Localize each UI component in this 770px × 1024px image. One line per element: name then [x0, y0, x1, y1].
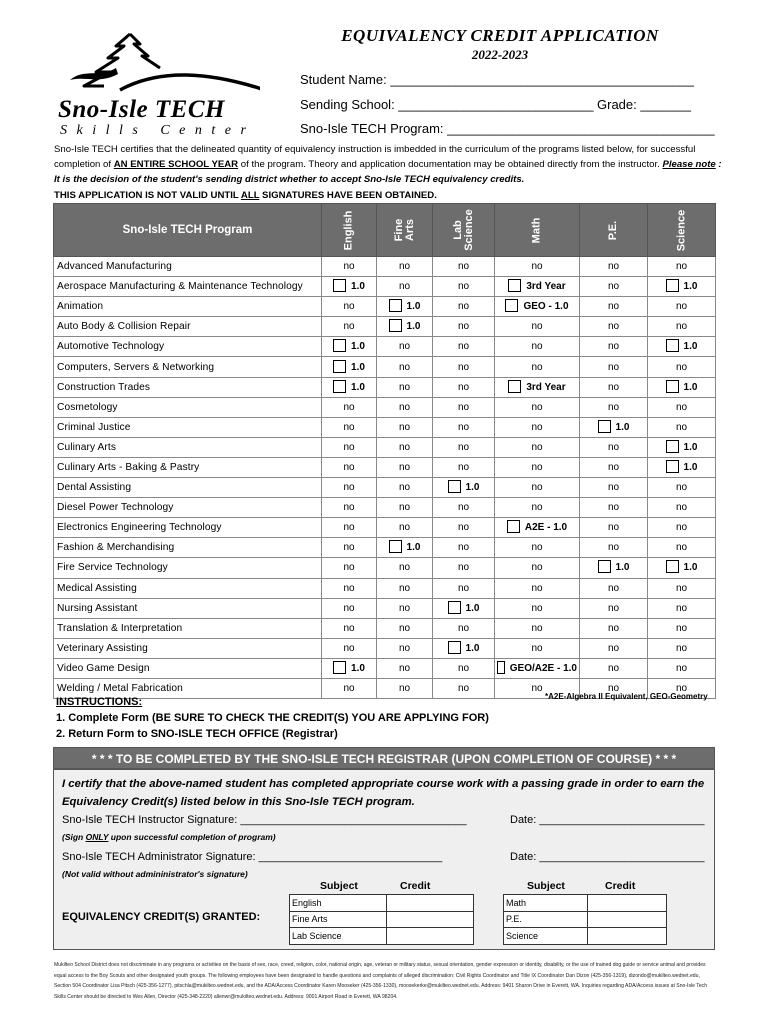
- credit-value-math: no: [495, 337, 580, 357]
- credit-option-math[interactable]: [495, 658, 580, 678]
- credit-value-science: no: [648, 538, 716, 558]
- credit-value-science: no: [648, 257, 716, 277]
- credit-value-english: no: [322, 598, 377, 618]
- credit-option-math[interactable]: [495, 518, 580, 538]
- credit-value-fine-arts: no: [377, 337, 433, 357]
- credit-value-lab-science: no: [433, 538, 495, 558]
- administrator-date-field[interactable]: Date: ___________________________: [510, 851, 705, 863]
- program-name: Welding / Metal Fabrication: [54, 678, 322, 698]
- credit-value-lab-science: no: [433, 618, 495, 638]
- program-field[interactable]: Sno-Isle TECH Program: _____________________________________: [300, 121, 715, 136]
- credit-option-english[interactable]: [322, 357, 377, 377]
- credit-value-english: no: [322, 678, 377, 698]
- credit-value-lab-science: no: [433, 417, 495, 437]
- table-row: [54, 257, 716, 277]
- credit-value-pe: no: [580, 598, 648, 618]
- header-math: Math: [495, 204, 580, 257]
- table-row: [54, 337, 716, 357]
- checkbox[interactable]: [666, 460, 679, 473]
- credit-value-pe: no: [580, 578, 648, 598]
- credit-value-science: no: [648, 498, 716, 518]
- credit-option-lab-science[interactable]: [433, 598, 495, 618]
- credit-value-math: no: [495, 538, 580, 558]
- intro-part2: of the program. Theory and application documentation may be obtained directly from the instructor.: [238, 159, 663, 170]
- table-row: [54, 598, 716, 618]
- checkbox[interactable]: [666, 339, 679, 352]
- credit-value-science: no: [648, 578, 716, 598]
- table-row: [54, 518, 716, 538]
- credit-option-science[interactable]: [648, 437, 716, 457]
- instructor-date-field[interactable]: Date: ___________________________: [510, 814, 705, 826]
- credit-row: [504, 911, 667, 928]
- table-header-row: [54, 204, 716, 257]
- credit-value-english: no: [322, 538, 377, 558]
- credit-value-science: no: [648, 618, 716, 638]
- intro-emphasis: AN ENTIRE SCHOOL YEAR: [113, 159, 239, 170]
- credit-value-math: no: [495, 397, 580, 417]
- credit-value-fine-arts: no: [377, 638, 433, 658]
- credit-value-fine-arts: no: [377, 558, 433, 578]
- program-name: Criminal Justice: [54, 417, 322, 437]
- credit-value-lab-science: no: [433, 457, 495, 477]
- credit-option-pe[interactable]: [580, 417, 648, 437]
- credit-value-fine-arts: no: [377, 498, 433, 518]
- credit-value-math: no: [495, 357, 580, 377]
- credit-value-fine-arts: no: [377, 578, 433, 598]
- credit-value-math: no: [495, 257, 580, 277]
- credit-option-lab-science[interactable]: [433, 638, 495, 658]
- checkbox[interactable]: [333, 380, 346, 393]
- checkbox[interactable]: [333, 339, 346, 352]
- credit-label: 1.0: [683, 341, 698, 353]
- checkbox[interactable]: [507, 520, 520, 533]
- right-subject-header: Subject: [527, 880, 565, 892]
- header-lab-science: Lab Science: [433, 204, 495, 257]
- credit-value-fine-arts: no: [377, 457, 433, 477]
- checkbox[interactable]: [448, 601, 461, 614]
- not-valid-c: SIGNATURES HAVE BEEN OBTAINED.: [259, 190, 437, 201]
- subject-math: Math: [504, 895, 588, 912]
- credit-label: 1.0: [406, 321, 421, 333]
- checkbox[interactable]: [448, 641, 461, 654]
- program-name: Fire Service Technology: [54, 558, 322, 578]
- credit-option-fine-arts[interactable]: [377, 297, 433, 317]
- credit-option-math[interactable]: [495, 377, 580, 397]
- nondiscrimination-notice: Mukilteo School District does not discriminate in any programs or activities on the basis of sex, race, creed, religion, color, national origin, age, veteran or military status, sexual orientation, gender expression or identity, disability, or the use of trained dog guide or service animal and provides equal access to the Boy Scouts and other designated youth groups. The following employees have been designated to handle questions and complaints of alleged discrimination: Civil Rights Coordinator and Title IX Coordinator Dan Dizon (425-356-1319), dizondo@mukilteo.wednet.edu, Section 504 Coordinator Lisa Pitsch (425-356-1277), pitschla@mukilteo.wednet.edu, and the ADA/Access Coordinator Karen Mooseker (425-356-1330), moosekerke@mukilteo.wednet.edu. Address: 9401 Sharon Drive in Everett, WA. Inquiries regarding ADA/Access issues at Sno-Isle Tech Skills Center should be directed to Wes Allen, Director (425-348-2220) allenwr@mukilteo.wednet.edu. Address: 9001 Airport Road in Everett, WA 98204.: [54, 962, 708, 1000]
- credit-option-fine-arts[interactable]: [377, 538, 433, 558]
- credit-value-english: no: [322, 417, 377, 437]
- credit-value-lab-science: no: [433, 377, 495, 397]
- table-row: [54, 357, 716, 377]
- credit-value-science: no: [648, 417, 716, 437]
- credit-option-science[interactable]: [648, 337, 716, 357]
- credit-value-pe: no: [580, 377, 648, 397]
- program-name: Aerospace Manufacturing & Maintenance Technology: [54, 277, 322, 297]
- credit-value-fine-arts: no: [377, 618, 433, 638]
- credit-value-math: no: [495, 638, 580, 658]
- credit-option-english[interactable]: [322, 337, 377, 357]
- credit-label: 1.0: [351, 381, 365, 393]
- instruction-step-1: 1. Complete Form (BE SURE TO CHECK THE CREDIT(S) YOU ARE APPLYING FOR): [56, 712, 489, 724]
- credit-option-science[interactable]: [648, 277, 716, 297]
- credit-value-english: no: [322, 618, 377, 638]
- credit-label: 3rd Year: [526, 281, 566, 293]
- table-row: [54, 417, 716, 437]
- program-name: Video Game Design: [54, 658, 322, 678]
- credit-label: GEO/A2E - 1.0: [509, 662, 577, 674]
- credit-label: 1.0: [406, 542, 421, 554]
- credit-row: [290, 895, 474, 912]
- table-row: [54, 457, 716, 477]
- logo-subtitle: Skills Center: [60, 123, 256, 138]
- checkbox[interactable]: [389, 299, 402, 312]
- credit-label: 1.0: [465, 482, 480, 494]
- left-subject-header: Subject: [320, 880, 358, 892]
- credit-value-math: no: [495, 618, 580, 638]
- credit-label: 1.0: [406, 301, 421, 313]
- credit-option-science[interactable]: [648, 558, 716, 578]
- credit-value-fine-arts: no: [377, 257, 433, 277]
- credit-option-science[interactable]: [648, 457, 716, 477]
- table-row: [54, 638, 716, 658]
- credit-math[interactable]: [588, 895, 667, 912]
- checkbox[interactable]: [508, 279, 521, 292]
- checkbox[interactable]: [389, 319, 402, 332]
- credit-label: 1.0: [351, 341, 365, 353]
- credit-value-english: no: [322, 317, 377, 337]
- credit-value-lab-science: no: [433, 357, 495, 377]
- header-science: Science: [648, 204, 716, 257]
- table-footnote: *A2E-Algebra II Equivalent, GEO-Geometry: [545, 692, 708, 701]
- credit-label: 1.0: [351, 662, 365, 674]
- credit-value-pe: no: [580, 618, 648, 638]
- credit-value-pe: no: [580, 437, 648, 457]
- table-row: [54, 658, 716, 678]
- program-name: Cosmetology: [54, 397, 322, 417]
- program-name: Construction Trades: [54, 377, 322, 397]
- subject-pe: P.E.: [504, 911, 588, 928]
- table-row: [54, 397, 716, 417]
- credit-value-fine-arts: no: [377, 658, 433, 678]
- credit-label: 1.0: [683, 562, 698, 574]
- credit-value-pe: no: [580, 478, 648, 498]
- credit-option-math[interactable]: [495, 297, 580, 317]
- program-name: Electronics Engineering Technology: [54, 518, 322, 538]
- credit-value-english: no: [322, 558, 377, 578]
- credit-value-fine-arts: no: [377, 678, 433, 698]
- table-row: [54, 558, 716, 578]
- credit-value-pe: no: [580, 297, 648, 317]
- credit-row: [504, 895, 667, 912]
- credit-label: 1.0: [615, 421, 630, 433]
- credit-value-fine-arts: no: [377, 518, 433, 538]
- form-year: 2022-2023: [471, 47, 529, 62]
- credit-value-english: no: [322, 297, 377, 317]
- program-name: Computers, Servers & Networking: [54, 357, 322, 377]
- credit-row: [290, 911, 474, 928]
- credit-value-science: no: [648, 478, 716, 498]
- credit-option-lab-science[interactable]: [433, 478, 495, 498]
- credit-value-science: no: [648, 357, 716, 377]
- intro-text: [54, 142, 722, 187]
- subject-science: Science: [504, 928, 588, 945]
- credit-value-lab-science: no: [433, 498, 495, 518]
- credit-value-math: no: [495, 678, 580, 698]
- credits-granted-label: EQUIVALENCY CREDIT(S) GRANTED:: [62, 911, 261, 923]
- credit-value-pe: no: [580, 538, 648, 558]
- credit-value-science: no: [648, 658, 716, 678]
- credit-value-fine-arts: no: [377, 357, 433, 377]
- credit-value-pe: no: [580, 397, 648, 417]
- program-name: Dental Assisting: [54, 478, 322, 498]
- credit-label: 1.0: [615, 562, 630, 574]
- credit-value-english: no: [322, 478, 377, 498]
- credit-value-fine-arts: no: [377, 478, 433, 498]
- credit-value-english: no: [322, 437, 377, 457]
- left-credit-table: [289, 894, 474, 945]
- credit-value-math: no: [495, 498, 580, 518]
- credit-value-fine-arts: no: [377, 598, 433, 618]
- credit-value-science: no: [648, 678, 716, 698]
- credit-value-math: no: [495, 317, 580, 337]
- checkbox[interactable]: [448, 480, 461, 493]
- note-text: : It is the decision of the student's sending district whether to accept Sno-Isle TECH equivalency credits.: [54, 159, 722, 185]
- program-name: Translation & Interpretation: [54, 618, 322, 638]
- credit-row: [504, 928, 667, 945]
- checkbox[interactable]: [333, 661, 346, 674]
- credit-value-fine-arts: no: [377, 377, 433, 397]
- sending-school-field[interactable]: Sending School: ___________________________: [300, 97, 594, 112]
- right-credit-header: Credit: [605, 880, 636, 892]
- credit-label: 3rd Year: [526, 381, 566, 393]
- credit-value-lab-science: no: [433, 578, 495, 598]
- credit-option-english[interactable]: [322, 277, 377, 297]
- credit-value-math: no: [495, 598, 580, 618]
- credit-value-science: no: [648, 638, 716, 658]
- credit-lab-science[interactable]: [387, 928, 474, 945]
- program-name: Advanced Manufacturing: [54, 257, 322, 277]
- checkbox[interactable]: [598, 560, 611, 573]
- student-name-field[interactable]: Student Name: __________________________________________: [300, 72, 694, 87]
- credit-option-english[interactable]: [322, 658, 377, 678]
- credit-value-lab-science: no: [433, 518, 495, 538]
- credit-value-pe: no: [580, 658, 648, 678]
- program-name: Nursing Assistant: [54, 598, 322, 618]
- credit-option-fine-arts[interactable]: [377, 317, 433, 337]
- administrator-note: (Not valid without admininistrator's signature): [62, 869, 248, 879]
- credit-row: [290, 928, 474, 945]
- credit-value-pe: no: [580, 518, 648, 538]
- credit-value-english: no: [322, 457, 377, 477]
- checkbox[interactable]: [598, 420, 611, 433]
- not-valid-warning: [54, 190, 437, 201]
- credit-value-math: no: [495, 558, 580, 578]
- credit-value-lab-science: no: [433, 558, 495, 578]
- program-name: Culinary Arts - Baking & Pastry: [54, 457, 322, 477]
- table-row: [54, 578, 716, 598]
- credit-value-english: no: [322, 638, 377, 658]
- grade-field[interactable]: Grade: _______: [597, 97, 691, 112]
- credit-value-science: no: [648, 317, 716, 337]
- credit-value-lab-science: no: [433, 257, 495, 277]
- checkbox[interactable]: [666, 380, 679, 393]
- credit-label: 1.0: [683, 461, 698, 473]
- program-table: [53, 203, 716, 699]
- table-row: [54, 277, 716, 297]
- table-row: [54, 618, 716, 638]
- credit-value-lab-science: no: [433, 397, 495, 417]
- credit-value-pe: no: [580, 498, 648, 518]
- credit-value-pe: no: [580, 257, 648, 277]
- credit-option-english[interactable]: [322, 377, 377, 397]
- credit-value-english: no: [322, 397, 377, 417]
- header-pe: P.E.: [580, 204, 648, 257]
- instructor-signature-field[interactable]: Sno-Isle TECH Instructor Signature: _____________________________________: [62, 814, 467, 826]
- logo-name: Sno-Isle TECH: [58, 96, 225, 123]
- table-row: [54, 437, 716, 457]
- checkbox[interactable]: [389, 540, 402, 553]
- credit-option-pe[interactable]: [580, 558, 648, 578]
- credit-value-science: no: [648, 518, 716, 538]
- checkbox[interactable]: [508, 380, 521, 393]
- credit-value-science: no: [648, 598, 716, 618]
- program-name: Auto Body & Collision Repair: [54, 317, 322, 337]
- table-row: [54, 478, 716, 498]
- program-name: Diesel Power Technology: [54, 498, 322, 518]
- credit-english[interactable]: [387, 895, 474, 912]
- credit-value-fine-arts: no: [377, 397, 433, 417]
- credit-label: 1.0: [683, 441, 698, 453]
- credit-value-math: no: [495, 417, 580, 437]
- form-title: EQUIVALENCY CREDIT APPLICATION: [341, 26, 659, 45]
- credit-value-math: no: [495, 457, 580, 477]
- header-program: Sno-Isle TECH Program: [54, 204, 322, 257]
- checkbox[interactable]: [333, 360, 346, 373]
- subject-lab-science: Lab Science: [290, 928, 387, 945]
- credit-science[interactable]: [588, 928, 667, 945]
- credit-value-lab-science: no: [433, 297, 495, 317]
- credit-value-english: no: [322, 257, 377, 277]
- credit-value-pe: no: [580, 457, 648, 477]
- checkbox[interactable]: [666, 279, 679, 292]
- credit-value-lab-science: no: [433, 337, 495, 357]
- instructor-note: (Sign ONLY upon successful completion of program): [62, 832, 276, 842]
- credit-label: A2E - 1.0: [524, 522, 568, 534]
- credit-value-english: no: [322, 518, 377, 538]
- credit-pe[interactable]: [588, 911, 667, 928]
- credit-value-math: no: [495, 437, 580, 457]
- left-credit-header: Credit: [400, 880, 431, 892]
- program-name: Animation: [54, 297, 322, 317]
- registrar-banner: * * * TO BE COMPLETED BY THE SNO-ISLE TECH REGISTRAR (UPON COMPLETION OF COURSE) * * *: [53, 747, 715, 769]
- logo: [30, 28, 256, 138]
- intro-part1: Sno-Isle TECH certifies that the delineated quantity of equivalency instruction is imbedded in the curriculum of the programs listed below, for successful completion of: [54, 144, 696, 170]
- credit-value-pe: no: [580, 638, 648, 658]
- credit-value-lab-science: no: [433, 317, 495, 337]
- checkbox[interactable]: [666, 440, 679, 453]
- credit-value-lab-science: no: [433, 678, 495, 698]
- credit-value-fine-arts: no: [377, 437, 433, 457]
- subject-english: English: [290, 895, 387, 912]
- tree-logo-icon: [60, 28, 260, 98]
- right-credit-table: [503, 894, 667, 945]
- checkbox[interactable]: [505, 299, 518, 312]
- program-name: Culinary Arts: [54, 437, 322, 457]
- program-name: Fashion & Merchandising: [54, 538, 322, 558]
- credit-value-math: no: [495, 478, 580, 498]
- credit-value-pe: no: [580, 277, 648, 297]
- program-name: Automotive Technology: [54, 337, 322, 357]
- credit-value-science: no: [648, 397, 716, 417]
- header-fine-arts: Fine Arts: [377, 204, 433, 257]
- checkbox[interactable]: [333, 279, 346, 292]
- credit-value-lab-science: no: [433, 437, 495, 457]
- checkbox[interactable]: [666, 560, 679, 573]
- credit-value-pe: no: [580, 317, 648, 337]
- header-english: English: [322, 204, 377, 257]
- certify-statement: I certify that the above-named student has completed appropriate course work with a passing grade in order to earn the Equivalency Credit(s) listed below in this Sno-Isle TECH program.: [62, 778, 705, 808]
- table-row: [54, 297, 716, 317]
- credit-value-math: no: [495, 578, 580, 598]
- credit-label: 1.0: [683, 281, 698, 293]
- not-valid-b: ALL: [240, 190, 260, 201]
- checkbox[interactable]: [497, 661, 505, 674]
- not-valid-a: THIS APPLICATION IS NOT VALID UNTIL: [54, 190, 241, 201]
- credit-label: 1.0: [683, 381, 698, 393]
- administrator-signature-field[interactable]: Sno-Isle TECH Administrator Signature: ______________________________: [62, 851, 443, 863]
- credit-label: 1.0: [351, 281, 365, 293]
- credit-fine-arts[interactable]: [387, 911, 474, 928]
- credit-value-english: no: [322, 498, 377, 518]
- instruction-step-2: 2. Return Form to SNO-ISLE TECH OFFICE (Registrar): [56, 728, 338, 740]
- table-row: [54, 317, 716, 337]
- credit-label: 1.0: [465, 642, 480, 654]
- program-name: Medical Assisting: [54, 578, 322, 598]
- credit-value-science: no: [648, 297, 716, 317]
- credit-value-fine-arts: no: [377, 417, 433, 437]
- table-row: [54, 498, 716, 518]
- credit-option-science[interactable]: [648, 377, 716, 397]
- credit-value-lab-science: no: [433, 658, 495, 678]
- credit-value-pe: no: [580, 678, 648, 698]
- credit-value-english: no: [322, 578, 377, 598]
- credit-option-math[interactable]: [495, 277, 580, 297]
- instructions-label: INSTRUCTIONS:: [56, 696, 143, 708]
- note-label: Please note: [662, 159, 716, 170]
- table-row: [54, 377, 716, 397]
- credit-label: 1.0: [465, 602, 480, 614]
- program-name: Veterinary Assisting: [54, 638, 322, 658]
- table-row: [54, 538, 716, 558]
- credit-value-pe: no: [580, 357, 648, 377]
- subject-fine-arts: Fine Arts: [290, 911, 387, 928]
- credit-value-pe: no: [580, 337, 648, 357]
- credit-label: 1.0: [351, 361, 365, 373]
- credit-label: GEO - 1.0: [523, 301, 569, 313]
- credit-value-fine-arts: no: [377, 277, 433, 297]
- credit-value-lab-science: no: [433, 277, 495, 297]
